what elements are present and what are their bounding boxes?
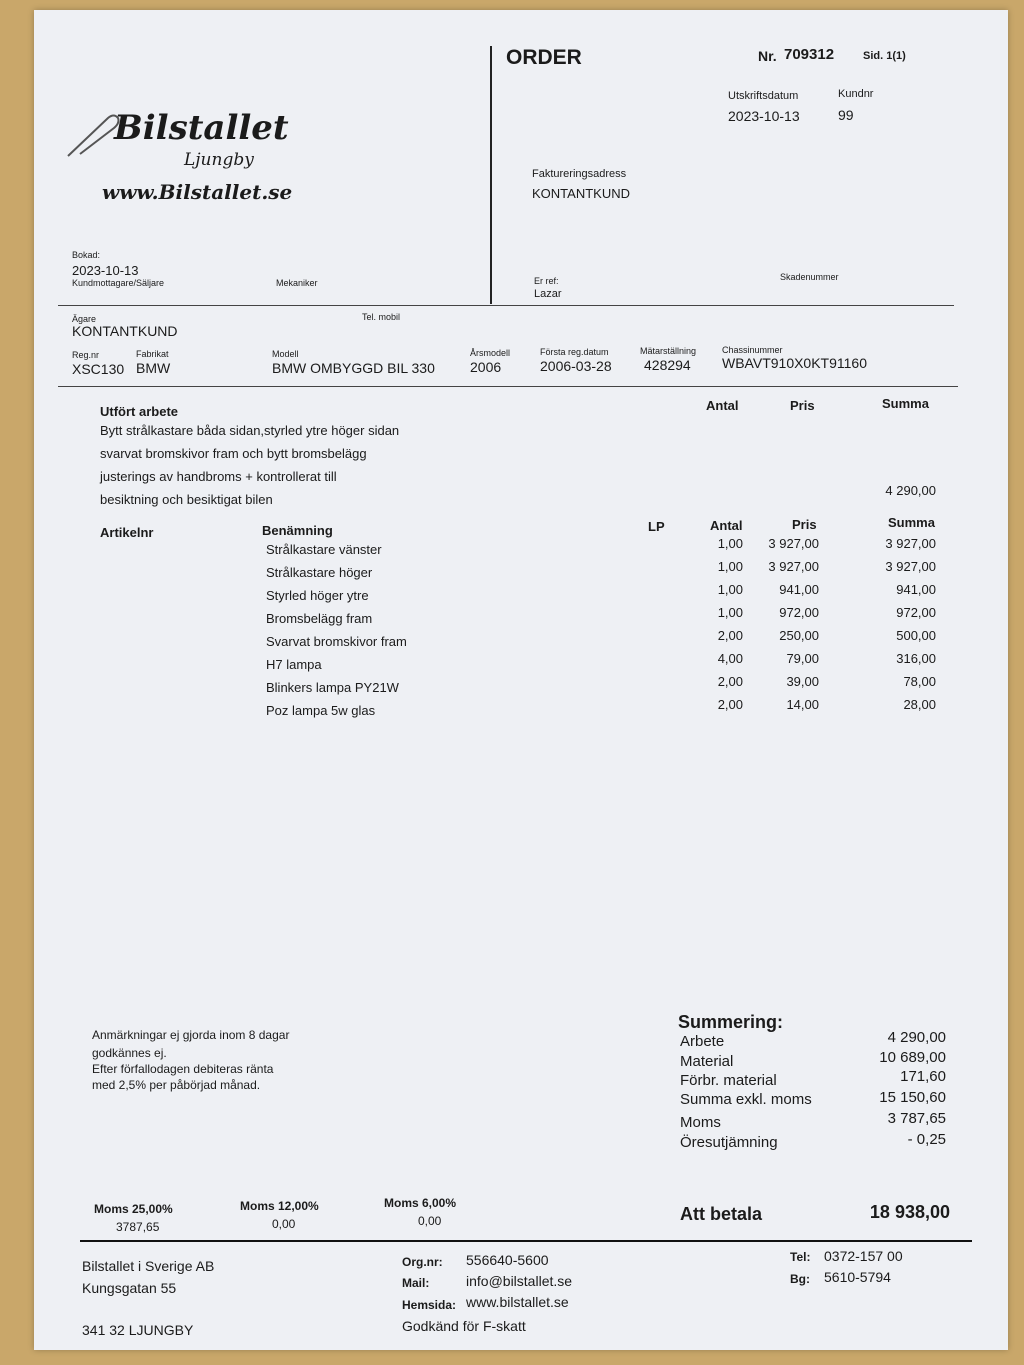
article-col-pris: Pris <box>792 517 817 532</box>
article-name: Styrled höger ytre <box>266 588 369 603</box>
orgnr-label: Org.nr: <box>402 1255 443 1269</box>
vat-label: Moms 6,00% <box>384 1196 457 1210</box>
phone-value: 0372-157 00 <box>824 1248 903 1264</box>
owner-label: Ägare <box>72 314 97 324</box>
chassis-value: WBAVT910X0KT91160 <box>722 355 868 371</box>
year-value: 2006 <box>470 359 502 375</box>
owner-value: KONTANTKUND <box>72 323 178 339</box>
order-number: 709312 <box>784 46 835 63</box>
mileage-label: Mätarställning <box>640 346 697 356</box>
article-name: Poz lampa 5w glas <box>266 703 376 718</box>
summary-label: Arbete <box>680 1033 725 1050</box>
table-row <box>34 651 1008 671</box>
footer-company: Bilstallet i Sverige AB <box>82 1258 215 1274</box>
table-row <box>34 559 1008 579</box>
year-label: Årsmodell <box>470 348 511 358</box>
summary-value: 3 787,65 <box>887 1110 946 1127</box>
table-row <box>34 605 1008 625</box>
article-name: Bromsbelägg fram <box>266 611 373 626</box>
vehicle-separator <box>58 386 958 387</box>
article-summa: 316,00 <box>896 651 936 666</box>
header-divider <box>490 46 492 304</box>
article-pris: 250,00 <box>779 628 819 643</box>
summary-label: Material <box>680 1053 734 1070</box>
article-name: Strålkastare höger <box>266 565 373 580</box>
article-col-artnr: Artikelnr <box>100 525 154 540</box>
mobile-label: Tel. mobil <box>362 312 401 322</box>
work-line: svarvat bromskivor fram och bytt bromsbelägg <box>100 446 367 461</box>
vat-value: 3787,65 <box>116 1220 160 1234</box>
article-name: Blinkers lampa PY21W <box>266 680 399 695</box>
footer-street: Kungsgatan 55 <box>82 1280 177 1296</box>
article-antal: 2,00 <box>717 697 743 712</box>
article-name: Svarvat bromskivor fram <box>266 634 407 649</box>
article-pris: 941,00 <box>779 582 819 597</box>
customer-number-label: Kundnr <box>838 88 874 100</box>
mileage-value: 428294 <box>644 357 691 373</box>
page-number: Sid. 1(1) <box>863 50 906 62</box>
summary-label: Moms <box>680 1114 721 1131</box>
vat-label: Moms 12,00% <box>240 1199 319 1213</box>
damage-number-label: Skadenummer <box>780 272 839 282</box>
work-col-pris: Pris <box>790 398 815 413</box>
summary-label: Förbr. material <box>680 1072 777 1089</box>
reference-value: Lazar <box>534 288 562 300</box>
article-antal: 1,00 <box>717 536 743 551</box>
order-document <box>34 10 1008 1350</box>
regnr-value: XSC130 <box>72 361 125 377</box>
header-separator <box>58 305 954 306</box>
logo-city: Ljungby <box>184 150 254 170</box>
table-row <box>34 697 1008 717</box>
summary-label: Öresutjämning <box>680 1134 778 1151</box>
work-total: 4 290,00 <box>885 483 936 498</box>
first-reg-label: Första reg.datum <box>540 347 609 357</box>
paperclip-icon <box>62 110 122 160</box>
summary-label: Summa exkl. moms <box>680 1091 812 1108</box>
receiver-label: Kundmottagare/Säljare <box>72 278 165 288</box>
summary-value: 4 290,00 <box>887 1029 946 1046</box>
article-summa: 500,00 <box>896 628 936 643</box>
note-line: Efter förfallodagen debiteras ränta <box>92 1062 274 1076</box>
article-pris: 972,00 <box>779 605 819 620</box>
summary-value: 15 150,60 <box>879 1089 946 1106</box>
vat-value: 0,00 <box>272 1217 296 1231</box>
logo-website: www.Bilstallet.se <box>102 180 293 204</box>
reference-label: Er ref: <box>534 276 559 286</box>
article-summa: 3 927,00 <box>885 536 936 551</box>
summary-title: Summering: <box>678 1012 784 1032</box>
table-row <box>34 628 1008 648</box>
summary-value: 10 689,00 <box>879 1049 946 1066</box>
mail-value: info@bilstallet.se <box>466 1273 573 1289</box>
work-col-antal: Antal <box>706 398 739 413</box>
article-col-name: Benämning <box>262 523 333 538</box>
amount-due-value: 18 938,00 <box>869 1202 950 1222</box>
make-value: BMW <box>136 360 171 376</box>
model-label: Modell <box>272 349 299 359</box>
note-line: godkännes ej. <box>92 1046 167 1060</box>
article-antal: 2,00 <box>717 628 743 643</box>
footer-postal: 341 32 LJUNGBY <box>82 1322 194 1338</box>
article-name: H7 lampa <box>266 657 322 672</box>
website-value: www.bilstallet.se <box>466 1294 569 1310</box>
booked-date: 2023-10-13 <box>72 263 139 278</box>
article-antal: 1,00 <box>717 582 743 597</box>
order-number-label: Nr. <box>758 48 777 64</box>
article-summa: 3 927,00 <box>885 559 936 574</box>
phone-label: Tel: <box>790 1250 811 1264</box>
vat-label: Moms 25,00% <box>94 1202 173 1216</box>
article-antal: 1,00 <box>717 605 743 620</box>
article-pris: 14,00 <box>786 697 819 712</box>
first-reg-value: 2006-03-28 <box>540 358 612 374</box>
orgnr-value: 556640-5600 <box>466 1252 549 1268</box>
article-antal: 1,00 <box>717 559 743 574</box>
billing-address: KONTANTKUND <box>532 186 630 201</box>
article-summa: 941,00 <box>896 582 936 597</box>
order-title: ORDER <box>506 46 582 69</box>
article-summa: 972,00 <box>896 605 936 620</box>
print-date-label: Utskriftsdatum <box>728 90 799 102</box>
article-antal: 4,00 <box>717 651 743 666</box>
logo-name: Bilstallet <box>114 108 289 148</box>
table-row <box>34 582 1008 602</box>
work-title: Utfört arbete <box>100 404 179 419</box>
mechanic-label: Mekaniker <box>276 278 318 288</box>
article-summa: 78,00 <box>903 674 936 689</box>
note-line: med 2,5% per påbörjad månad. <box>92 1078 261 1092</box>
article-pris: 3 927,00 <box>768 536 819 551</box>
print-date: 2023-10-13 <box>728 108 800 124</box>
footer-separator <box>80 1240 972 1242</box>
bankgiro-value: 5610-5794 <box>824 1269 891 1285</box>
mail-label: Mail: <box>402 1276 430 1290</box>
model-value: BMW OMBYGGD BIL 330 <box>272 360 435 376</box>
article-antal: 2,00 <box>717 674 743 689</box>
vat-value: 0,00 <box>418 1214 442 1228</box>
billing-address-label: Faktureringsadress <box>532 168 627 180</box>
note-line: Anmärkningar ej gjorda inom 8 dagar <box>92 1028 290 1042</box>
ftax-approval: Godkänd för F-skatt <box>402 1318 526 1334</box>
table-row <box>34 536 1008 556</box>
article-pris: 3 927,00 <box>768 559 819 574</box>
article-col-antal: Antal <box>710 518 743 533</box>
summary-value: - 0,25 <box>907 1131 946 1148</box>
article-pris: 79,00 <box>786 651 819 666</box>
article-summa: 28,00 <box>903 697 936 712</box>
bankgiro-label: Bg: <box>790 1272 810 1286</box>
article-pris: 39,00 <box>786 674 819 689</box>
table-row <box>34 674 1008 694</box>
work-line: justerings av handbroms + kontrollerat till <box>100 469 337 484</box>
work-line: besiktning och besiktigat bilen <box>100 492 273 507</box>
summary-value: 171,60 <box>900 1068 946 1085</box>
article-col-summa: Summa <box>888 515 935 530</box>
amount-due-label: Att betala <box>680 1204 763 1224</box>
chassis-label: Chassinummer <box>722 345 783 355</box>
website-label: Hemsida: <box>402 1298 457 1312</box>
make-label: Fabrikat <box>136 349 169 359</box>
work-line: Bytt strålkastare båda sidan,styrled ytre höger sidan <box>100 423 400 438</box>
regnr-label: Reg.nr <box>72 350 100 360</box>
booked-label: Bokad: <box>72 250 101 260</box>
article-name: Strålkastare vänster <box>266 542 382 557</box>
work-col-summa: Summa <box>882 396 929 411</box>
customer-number: 99 <box>838 107 854 123</box>
article-col-lp: LP <box>648 519 665 534</box>
